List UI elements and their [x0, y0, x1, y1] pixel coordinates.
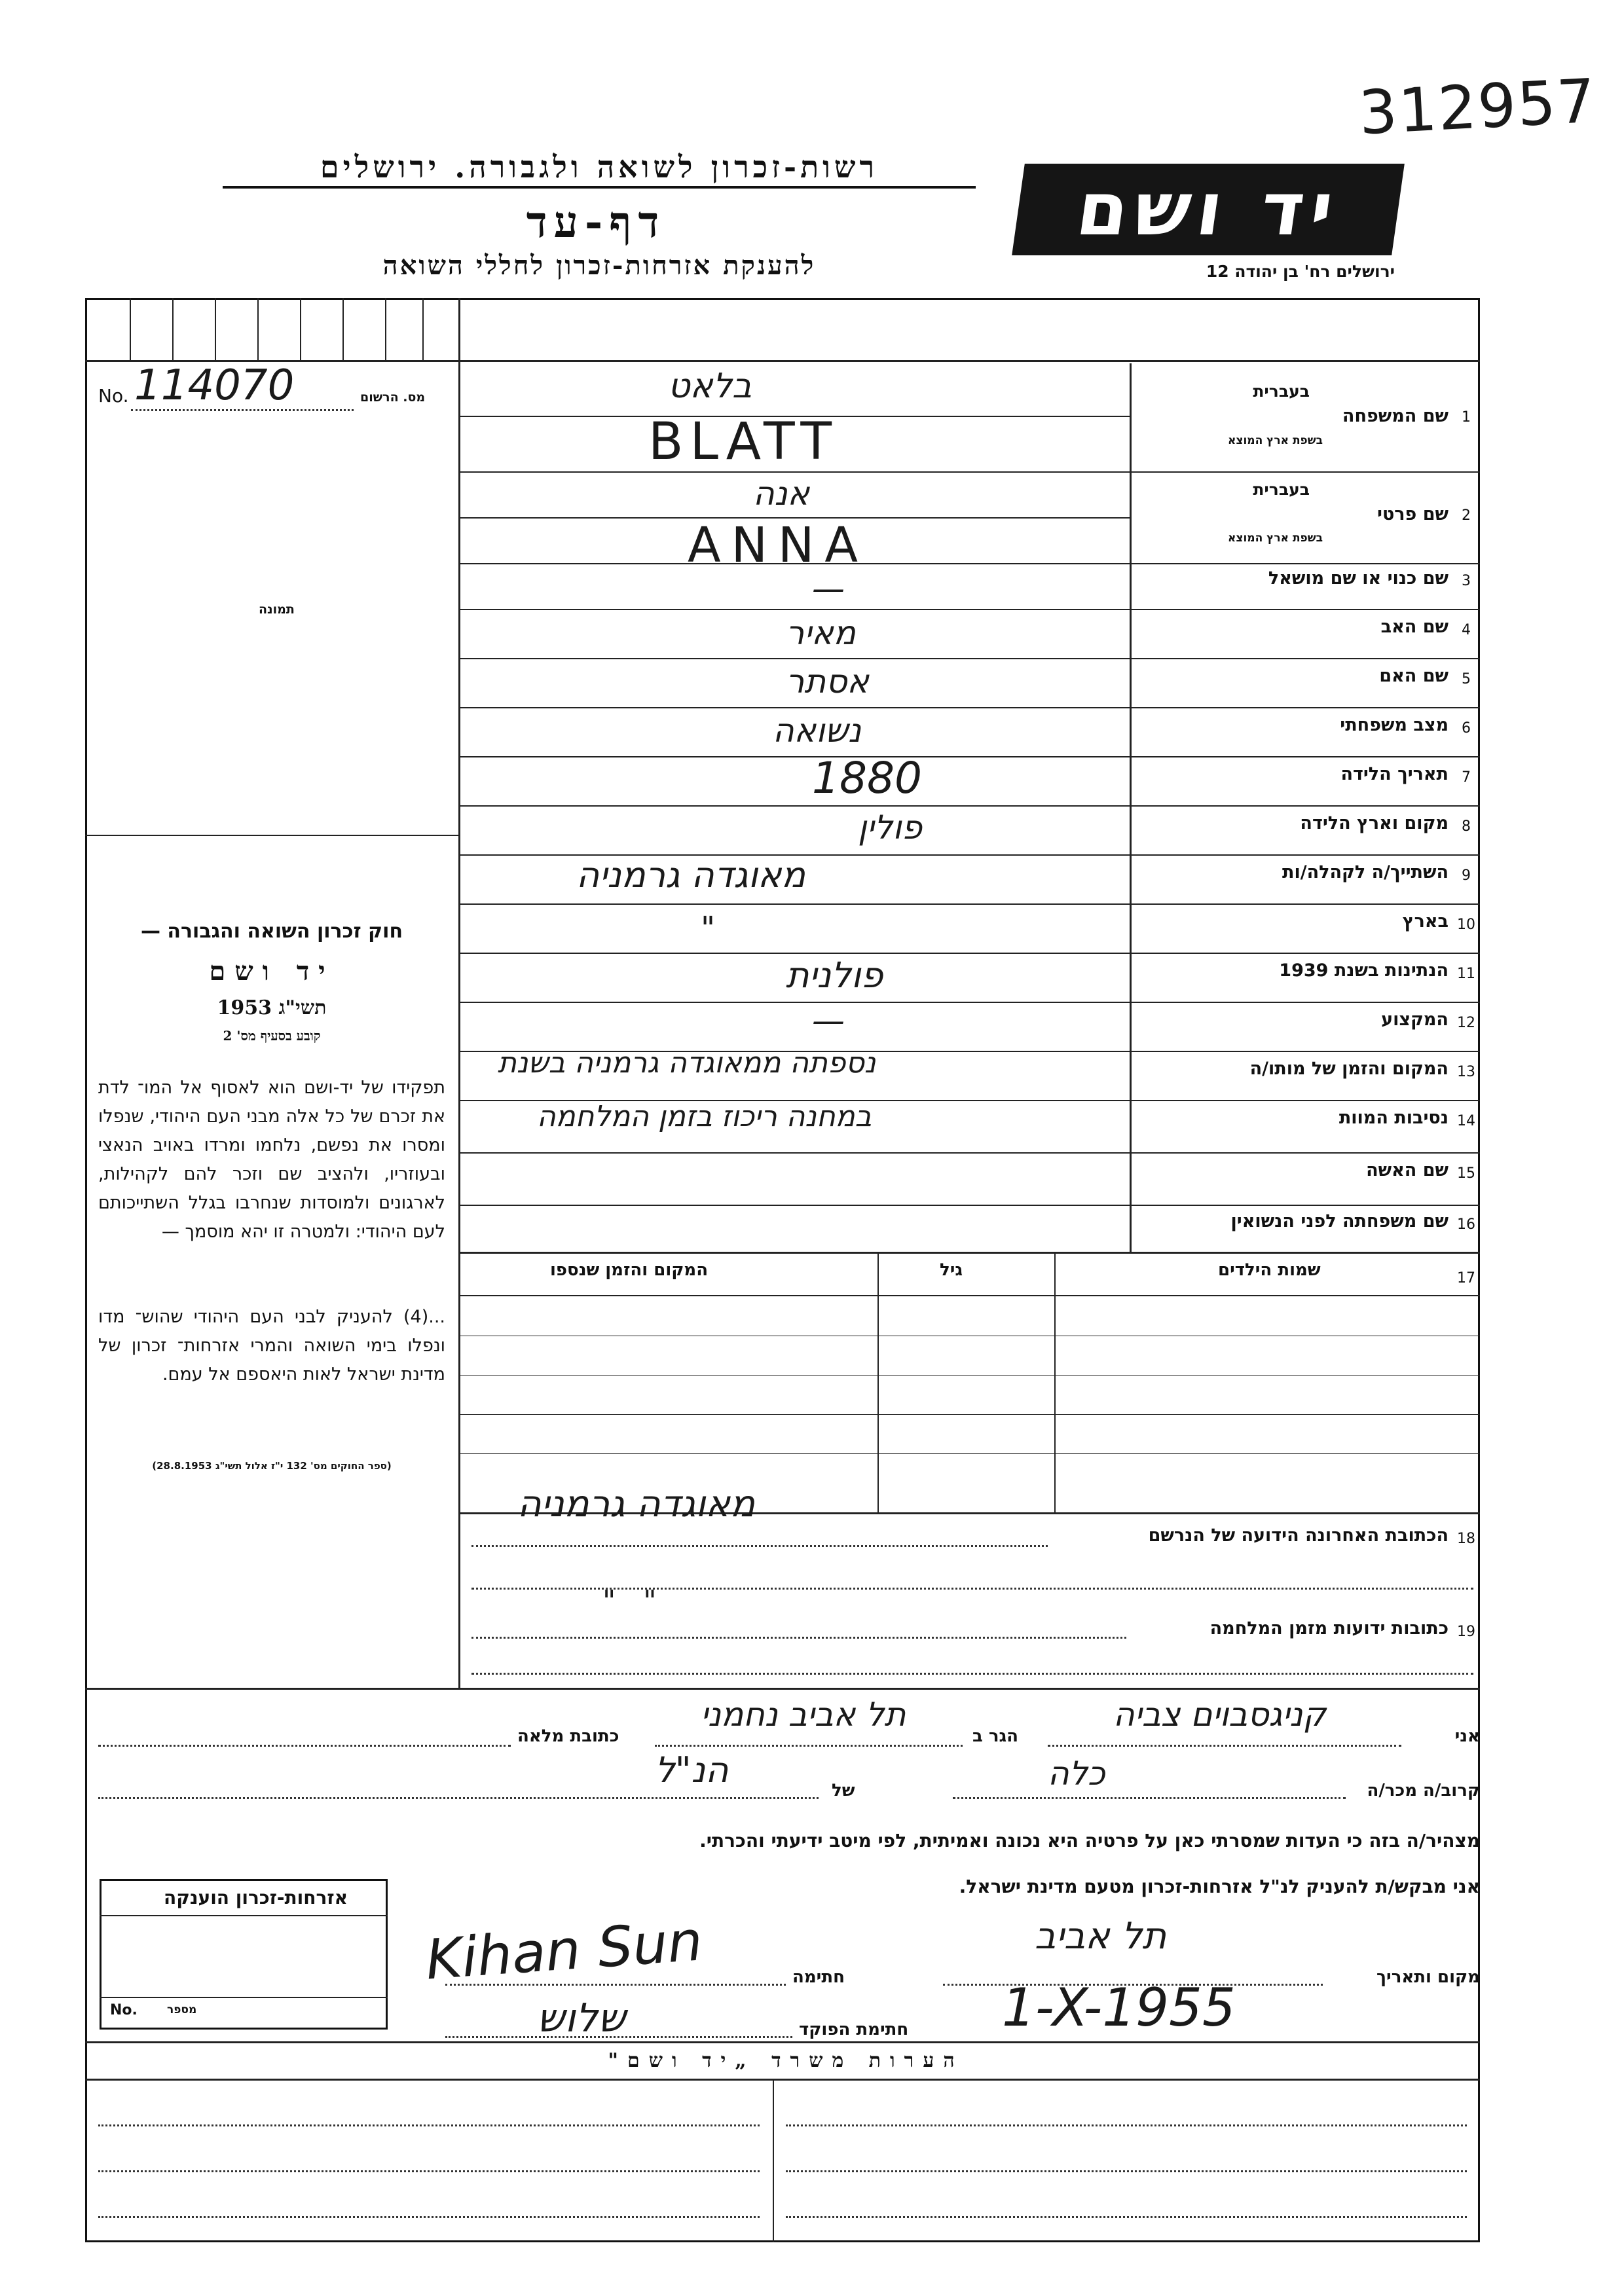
header-title: דף-עד — [526, 196, 666, 247]
granted-box-no: No. — [110, 2002, 138, 2018]
field-7-value: 1880 — [812, 753, 922, 803]
field-6-value: נשואה — [773, 712, 862, 750]
registration-prefix: No. — [98, 385, 129, 407]
field-5-value: אסתר — [786, 663, 869, 701]
field-4-label: שם האב — [1380, 617, 1449, 637]
official-signature-value: שלוש — [537, 1995, 626, 2041]
declaration-of: של — [832, 1781, 855, 1800]
field-12-value: — — [812, 1002, 845, 1040]
header-authority: רשות-זכרון לשואה ולגבורה. ירושלים — [223, 149, 976, 189]
field-2-value-latin: ANNA — [688, 517, 868, 574]
field-13-number: 13 — [1457, 1064, 1475, 1080]
registration-number: 114070 — [134, 361, 295, 410]
field-17-number: 17 — [1457, 1270, 1475, 1286]
field-9-label: השתייך/ה לקהלה/ות — [1282, 862, 1449, 883]
office-notes-title: הערות משרד „יד ושם" — [608, 2049, 964, 2072]
declaration-relative: קרוב/ה מכר/ה — [1367, 1781, 1480, 1800]
field-12-label: המקצוע — [1381, 1010, 1449, 1030]
field-1-value-latin: BLATT — [648, 412, 838, 471]
field-14-number: 14 — [1457, 1113, 1475, 1129]
field-5-number: 5 — [1462, 671, 1471, 687]
children-place-header: המקום והזמן שנספו — [550, 1260, 709, 1280]
field-15-number: 15 — [1457, 1165, 1475, 1182]
field-1-sub-hebrew: בעברית — [1253, 382, 1310, 401]
field-14-label: נסיבות המוות — [1338, 1108, 1449, 1128]
granted-box-number-label: מספר — [167, 2003, 197, 2016]
granted-box-title: אזרחות-זכרון הוענקה — [164, 1887, 348, 1908]
place-value: תל אביב — [1035, 1915, 1167, 1958]
field-18-label: הכתובת האחרונה הידועה של הנרשם — [1148, 1525, 1449, 1546]
declarant-relation: כלה — [1048, 1755, 1105, 1793]
place-date-label: מקום ותאריך — [1376, 1967, 1480, 1987]
field-3-label: שם כנוי או שם מושאל — [1268, 568, 1449, 589]
header-subtitle: להענקת אזרחות-זכרון לחללי השואה — [382, 250, 816, 281]
field-9-value: מאוגדה גרמניה — [576, 854, 806, 896]
field-8-label: מקום וארץ הלידה — [1300, 813, 1449, 833]
field-9-number: 9 — [1462, 867, 1471, 884]
photo-label: תמונה — [259, 602, 295, 617]
field-19-label: כתובות ידועות מזמן המלחמה — [1209, 1618, 1449, 1639]
children-age-header: גיל — [940, 1260, 963, 1280]
law-citation: (ספר החוקים מס' 132 י"ז אלול תשי"ג 28.8.1953) — [152, 1460, 392, 1472]
field-3-number: 3 — [1462, 573, 1471, 589]
field-15-label: שם האשה — [1366, 1160, 1449, 1180]
header-address: ירושלים רח' בן יהודה 12 — [1206, 262, 1395, 281]
declaration-residing: הגר ב — [972, 1726, 1019, 1746]
field-13-label: המקום והזמן של מותו/ה — [1249, 1059, 1449, 1079]
law-paragraph-1: תפקידו של יד-ושם הוא לאסוף אל המו־ לדת את זכרם של כל אלה מבני העם היהודי, שנפלו ומסרו את נפשם, נלחמו ומרדו באויב הנאצי ובעוזריו, ולהציב שם וזכר להם לקהילות, לארגונים ולמוסדות שנחרבו בגלל השתייכותם לעם היהודי: ולמטרה זו יהא מוסמך — — [98, 1078, 445, 1242]
declaration-i: אני — [1454, 1726, 1480, 1746]
field-7-label: תאריך הלידה — [1340, 764, 1449, 784]
date-value: 1-X-1955 — [1002, 1977, 1236, 2038]
law-title: חוק זכרון השואה והגבורה — — [140, 920, 403, 943]
law-year: תשי"ג 1953 — [217, 996, 327, 1019]
field-19-value: " " — [602, 1584, 657, 1618]
field-8-number: 8 — [1462, 818, 1471, 835]
law-name: יד ושם — [209, 956, 335, 987]
field-3-value: — — [812, 570, 845, 608]
field-1-number: 1 — [1462, 409, 1471, 426]
field-7-number: 7 — [1462, 769, 1471, 786]
field-2-label: שם פרטי — [1377, 504, 1449, 524]
declarant-residence: תל אביב נחמני — [701, 1696, 906, 1734]
archive-number: 312957 — [1357, 65, 1598, 149]
logo-text: יד ושם — [1071, 167, 1345, 252]
field-12-number: 12 — [1457, 1015, 1475, 1031]
field-18-number: 18 — [1457, 1531, 1475, 1547]
field-18-value: מאוגדה גרמניה — [517, 1483, 756, 1525]
yad-vashem-logo — [1012, 164, 1405, 255]
field-16-label: שם משפחתה לפני הנשואין — [1230, 1211, 1449, 1231]
law-paragraph-2: ...(4) להעניק לבני העם היהודי שהוש־ מדו ונפלו בימי השואה והמרי אזרחות־ זכרון של מדינת ישראל לאות היאספם אל עמם. — [98, 1307, 445, 1385]
field-2-value-hebrew: אנה — [753, 475, 810, 513]
field-6-number: 6 — [1462, 720, 1471, 737]
field-5-label: שם האם — [1379, 666, 1449, 686]
field-10-label: בארץ — [1402, 911, 1449, 932]
field-1-value-hebrew: בלאט — [668, 367, 752, 406]
signature-value: Kihan Sun — [424, 1908, 705, 1992]
field-2-number: 2 — [1462, 507, 1471, 524]
law-section: קובע בסעיף מס' 2 — [223, 1028, 321, 1044]
field-2-sub-origin: בשפת ארץ המוצא — [1227, 532, 1323, 545]
registration-label: מס. הרשום — [360, 390, 426, 405]
children-names-header: שמות הילדים — [1218, 1260, 1321, 1280]
official-signature-label: חתימת הפוקד — [799, 2020, 909, 2039]
declaration-full-address: כתובת מלאה — [517, 1726, 619, 1746]
signature-label: חתימה — [792, 1967, 845, 1987]
declaration-of-value: הנ"ל — [655, 1749, 729, 1791]
field-1-sub-origin: בשפת ארץ המוצא — [1227, 434, 1323, 447]
field-16-number: 16 — [1457, 1216, 1475, 1233]
field-4-number: 4 — [1462, 622, 1471, 638]
field-8-value: פולין — [858, 809, 923, 847]
field-11-label: הנתינות בשנת 1939 — [1279, 960, 1449, 981]
declaration-statement: מצהיר/ה בזה כי העדות שמסרתי כאן על פרטיה היא נכונה ואמיתית, לפי מיטב ידיעתי והכרתי. — [699, 1830, 1480, 1851]
declarant-name: קניגסבוים צביה — [1113, 1696, 1326, 1734]
field-19-number: 19 — [1457, 1624, 1475, 1640]
field-10-value: " — [701, 910, 716, 947]
field-11-value: פולנית — [786, 955, 883, 996]
field-13-value: נספתה ממאוגדה גרמניה בשנת — [498, 1046, 876, 1080]
declaration-request: אני מבקש/ת להעניק לנ"ל אזרחות-זכרון מטעם מדינת ישראל. — [959, 1876, 1480, 1897]
field-14-value: במחנה ריכוז בזמן המלחמה — [537, 1100, 872, 1133]
field-11-number: 11 — [1457, 966, 1475, 982]
field-6-label: מצב משפחתי — [1340, 715, 1449, 735]
field-2-sub-hebrew: בעברית — [1253, 480, 1310, 499]
field-1-label: שם המשפחה — [1342, 406, 1449, 426]
field-4-value: מאיר — [786, 614, 856, 652]
field-10-number: 10 — [1457, 917, 1475, 933]
